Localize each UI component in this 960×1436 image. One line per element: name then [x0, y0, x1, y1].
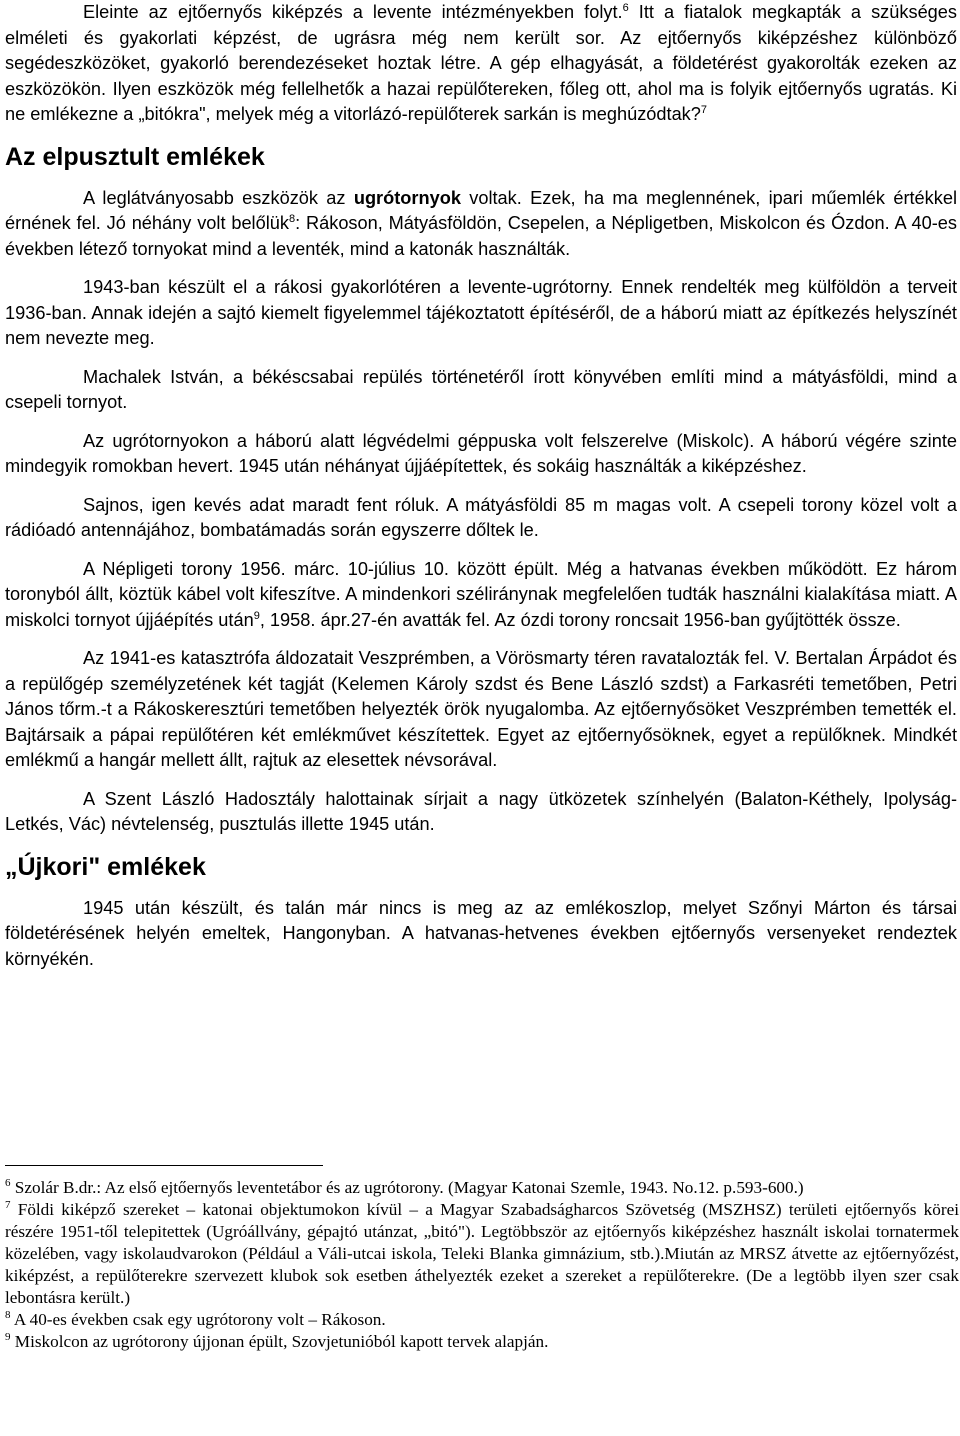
paragraph-text: voltak. Ezek, ha ma meglennének, ipari műemlék értékkel érnének fel. Jó néhány volt belőlük [5, 187, 958, 233]
footnote-ref-8: 8 [288, 213, 296, 225]
paragraph-text: : Rákoson, Mátyásföldön, Csepelen, a Népligetben, Miskolcon és Ózdon. A 40-es években létező tornyokat mind a leventék, mind a katonák használták. [5, 213, 957, 259]
document-body [5, 0, 957, 972]
paragraph [5, 0, 957, 128]
footnote-ref-9: 9 [253, 609, 260, 622]
paragraph [5, 186, 957, 263]
footnote-ref-6: 6 [622, 2, 629, 14]
paragraph: Machalek István, a békéscsabai repülés történetéről írott könyvében említi mind a mátyásföldi, mind a csepeli tornyot. [5, 366, 957, 412]
footnote [5, 1199, 959, 1309]
footnote-number: 7 [5, 1199, 11, 1211]
paragraph-text: Eleinte az ejtőernyős kiképzés a levente intézményekben folyt. [83, 2, 623, 22]
footnote-text: A 40-es években csak egy ugrótorony volt – Rákoson. [10, 1310, 386, 1329]
footnote-text: Miskolcon az ugrótorony újjonan épült, Szovjetunióból kapott tervek alapján. [10, 1332, 549, 1351]
footnote [5, 1177, 959, 1199]
footnote-number: 6 [5, 1177, 11, 1189]
paragraph: 1945 után készült, és talán már nincs is meg az az emlékoszlop, melyet Szőnyi Márton és társai földetérésének helyén emeltek, Hangonyban. A hatvanas-hetvenes években ejtőernyős versenyeket rendeztek környékén. [5, 897, 957, 969]
footnote [5, 1309, 959, 1331]
footnotes [5, 1177, 959, 1353]
paragraph-text: Itt a fiatalok megkapták a szükséges elméleti és gyakorlati képzést, de ugrásra még nem került sor. Az ejtőernyős kiképzéshez különböző segédeszközöket, gyakorló berendezéseket hoztak létre. A gép elhagyását, a földetérést gyakorolták ezeken az eszközökön. Ilyen eszközök még fellelhetők a hazai repülőtereken, főleg ott, ahol ma is folyik ejtőernyős ugratás. Ki ne emlékezne a „bitókra", melyek még a vitorlázó-repülőterek sarkán is meghúzódtak? [5, 2, 958, 124]
paragraph-text: A leglátványosabb eszközök az [83, 187, 354, 208]
footnote-number: 9 [5, 1331, 11, 1343]
section-heading: „Újkori" emlékek [5, 852, 206, 881]
footnote-text: Földi kiképző szereket – katonai objektumokon kívül – a Magyar Szabadságharcos Szövetség (MSZHSZ) területi ejtőernyős körei részére 1951-től telepitettek (Ugróállvány, gépajtó utánzat, „bitó"). Legtöbbször az ejtőernyős kiképzéshez használt iskolai tornatermek közelében, vagy iskolaudvarokon (Például a Váli-utcai iskola, Teleki Blanka gimnázium, stb.).Miután az MRSZ átvette az ejtőernyőzést, kiképzést, a repülőterekre szervezett klubok sok esetben áthelyezték ezeket a szereket a repülőterekre. (De a legtöbb ilyen szer csak lebontásra került.) [5, 1200, 959, 1307]
footnote-text: Szolár B.dr.: Az első ejtőernyős leventetábor és az ugrótorony. (Magyar Katonai Szemle, 1943. No.12. p.593-600.) [10, 1178, 804, 1197]
paragraph: Az 1941-es katasztrófa áldozatait Veszprémben, a Vörösmarty téren ravatalozták fel. V. Bertalan Árpádot és a repülőgép személyzetének két tagját (Kelemen Károly szdst és Bene László szdst) a Farkasréti temetőben, Petri János tőrm.-t a Rákoskeresztúri temetőben helyezték örök nyugalomba. Az ejtőernyősöket Veszprémben temették el. Bajtársaik a pápai repülőtéren két emlékművet készítettek. Egyet az ejtőernyősöknek, egyet a repülőknek. Mindkét emlékmű a hangár mellett állt, rajtuk az elesettek névsorával. [5, 648, 957, 770]
footnote [5, 1331, 959, 1353]
footnote-separator [5, 1165, 323, 1166]
paragraph-text: , 1958. ápr.27-én avatták fel. Az ózdi torony roncsait 1956-ban gyűjtötték össze. [259, 609, 901, 630]
footnote-number: 8 [5, 1309, 11, 1321]
paragraph: 1943-ban készült el a rákosi gyakorlótéren a levente-ugrótorny. Ennek rendelték meg külföldön a terveit 1936-ban. Annak idején a sajtó kiemelt figyelemmel tájékoztatott építéséről, de a háború miatt az építkezés helyszínét nem nevezte meg. [5, 277, 957, 348]
section-heading: Az elpusztult emlékek [5, 142, 265, 171]
paragraph: Az ugrótornyokon a háború alatt légvédelmi géppuska volt felszerelve (Miskolc). A háború végére szinte mindegyik romokban hevert. 1945 után néhányat újjáépítettek, és sokáig használták a kiképzéshez. [5, 430, 957, 476]
paragraph [5, 557, 957, 634]
footnote-ref-7: 7 [700, 104, 708, 116]
paragraph: Sajnos, igen kevés adat maradt fent róluk. A mátyásföldi 85 m magas volt. A csepeli torony közel volt a rádióadó antennájához, bombatámadás során egyszerre dőltek le. [5, 494, 957, 540]
bold-term: ugrótornyok [353, 187, 461, 208]
paragraph: A Szent László Hadosztály halottainak sírjait a nagy ütközetek színhelyén (Balaton-Kéthely, Ipolyság- Letkés, Vác) névtelenség, pusztulás illette 1945 után. [5, 788, 957, 834]
paragraph-text: A Népligeti torony 1956. márc. 10-július 10. között épült. Még a hatvanas években működött. Ez három toronyból állt, köztük kábel volt kifeszítve. A mindenkori széliránynak megfelelően tudták használni kialakítása miatt. A miskolci tornyot újjáépítés után [5, 558, 957, 630]
